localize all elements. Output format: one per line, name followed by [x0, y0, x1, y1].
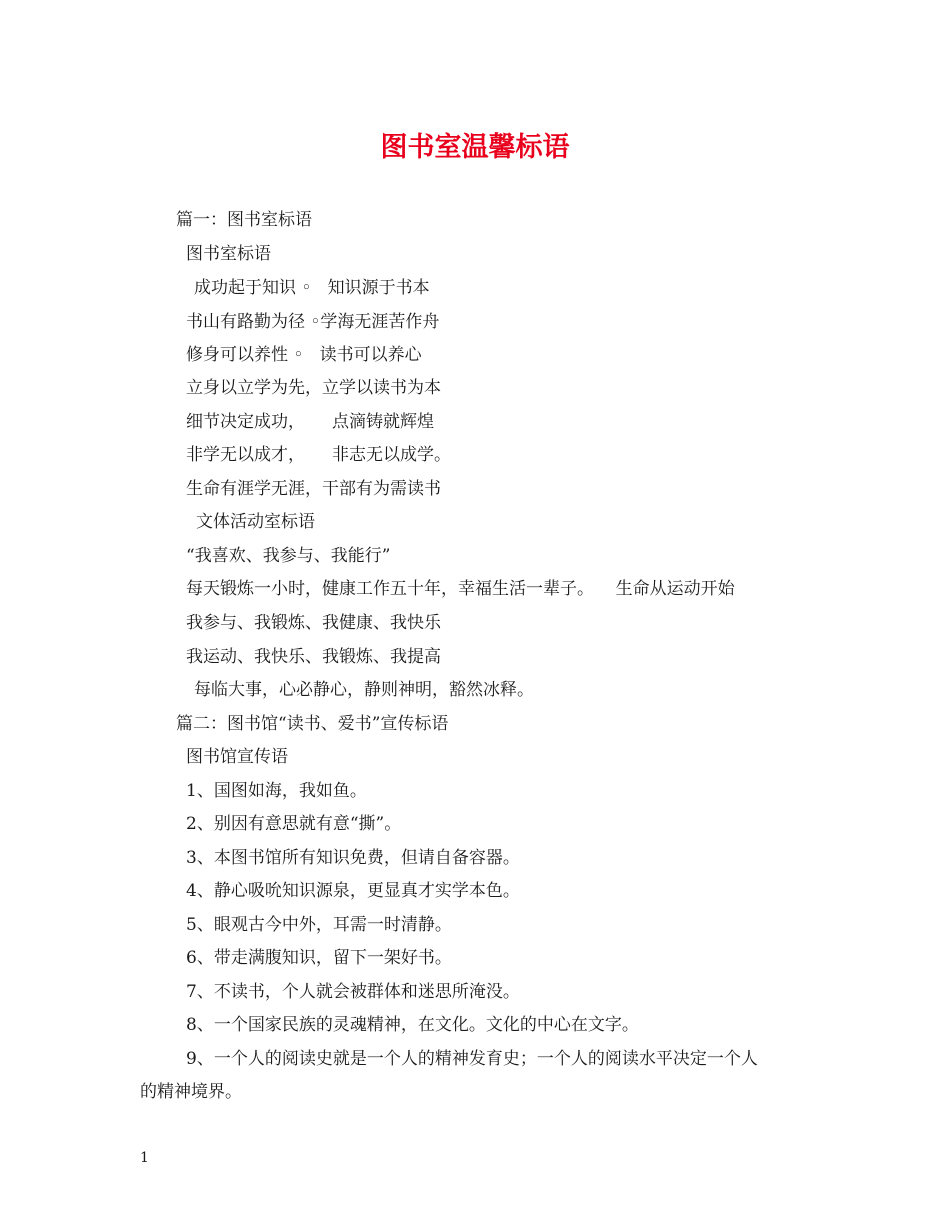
slogan-line: 书山有路勤为径 ◦学海无涯苦作舟 — [186, 312, 440, 332]
page-number: 1 — [140, 1150, 149, 1166]
slogan-line: 成功起于知识 ◦ 知识源于书本 — [194, 278, 430, 298]
slogan-line: 每天锻炼一小时，健康工作五十年，幸福生活一辈子。 生命从运动开始 — [186, 579, 735, 599]
slogan-line: 我参与、我锻炼、我健康、我快乐 — [186, 613, 441, 633]
section-heading-1: 篇一：图书室标语 — [176, 210, 312, 230]
list-item: 2、别因有意思就有意“撕”。 — [186, 814, 402, 834]
slogan-line: 我运动、我快乐、我锻炼、我提高 — [186, 647, 441, 667]
slogan-line: “我喜欢、我参与、我能行” — [186, 546, 391, 566]
list-item: 5、眼观古今中外，耳需一时清静。 — [186, 915, 452, 935]
subheading-library-promo: 图书馆宣传语 — [186, 747, 288, 767]
document-title: 图书室温馨标语 — [380, 132, 570, 163]
slogan-line: 非学无以成才， 非志无以成学。 — [186, 445, 452, 465]
slogan-line: 立身以立学为先，立学以读书为本 — [186, 378, 441, 398]
subheading-library-slogans: 图书室标语 — [186, 244, 271, 264]
list-item: 8、一个国家民族的灵魂精神，在文化。文化的中心在文字。 — [186, 1015, 639, 1035]
list-item-continuation: 的精神境界。 — [140, 1082, 242, 1102]
slogan-line: 每临大事，心必静心，静则神明，豁然冰释。 — [194, 680, 534, 700]
section-heading-2: 篇二：图书馆“读书、爱书”宣传标语 — [176, 714, 449, 734]
list-item: 7、不读书，个人就会被群体和迷思所淹没。 — [186, 982, 520, 1002]
list-item: 4、静心吸吮知识源泉，更显真才实学本色。 — [186, 881, 520, 901]
list-item: 1、国图如海，我如鱼。 — [186, 781, 367, 801]
slogan-line: 细节决定成功， 点滴铸就辉煌 — [186, 412, 435, 432]
slogan-line: 生命有涯学无涯，干部有为需读书 — [186, 479, 441, 499]
list-item: 6、带走满腹知识，留下一架好书。 — [186, 948, 452, 968]
subheading-activity-room: 文体活动室标语 — [196, 512, 315, 532]
slogan-line: 修身可以养性 ◦ 读书可以养心 — [186, 345, 422, 365]
list-item: 9、一个人的阅读史就是一个人的精神发育史；一个人的阅读水平决定一个人 — [186, 1049, 758, 1069]
list-item: 3、本图书馆所有知识免费，但请自备容器。 — [186, 848, 520, 868]
